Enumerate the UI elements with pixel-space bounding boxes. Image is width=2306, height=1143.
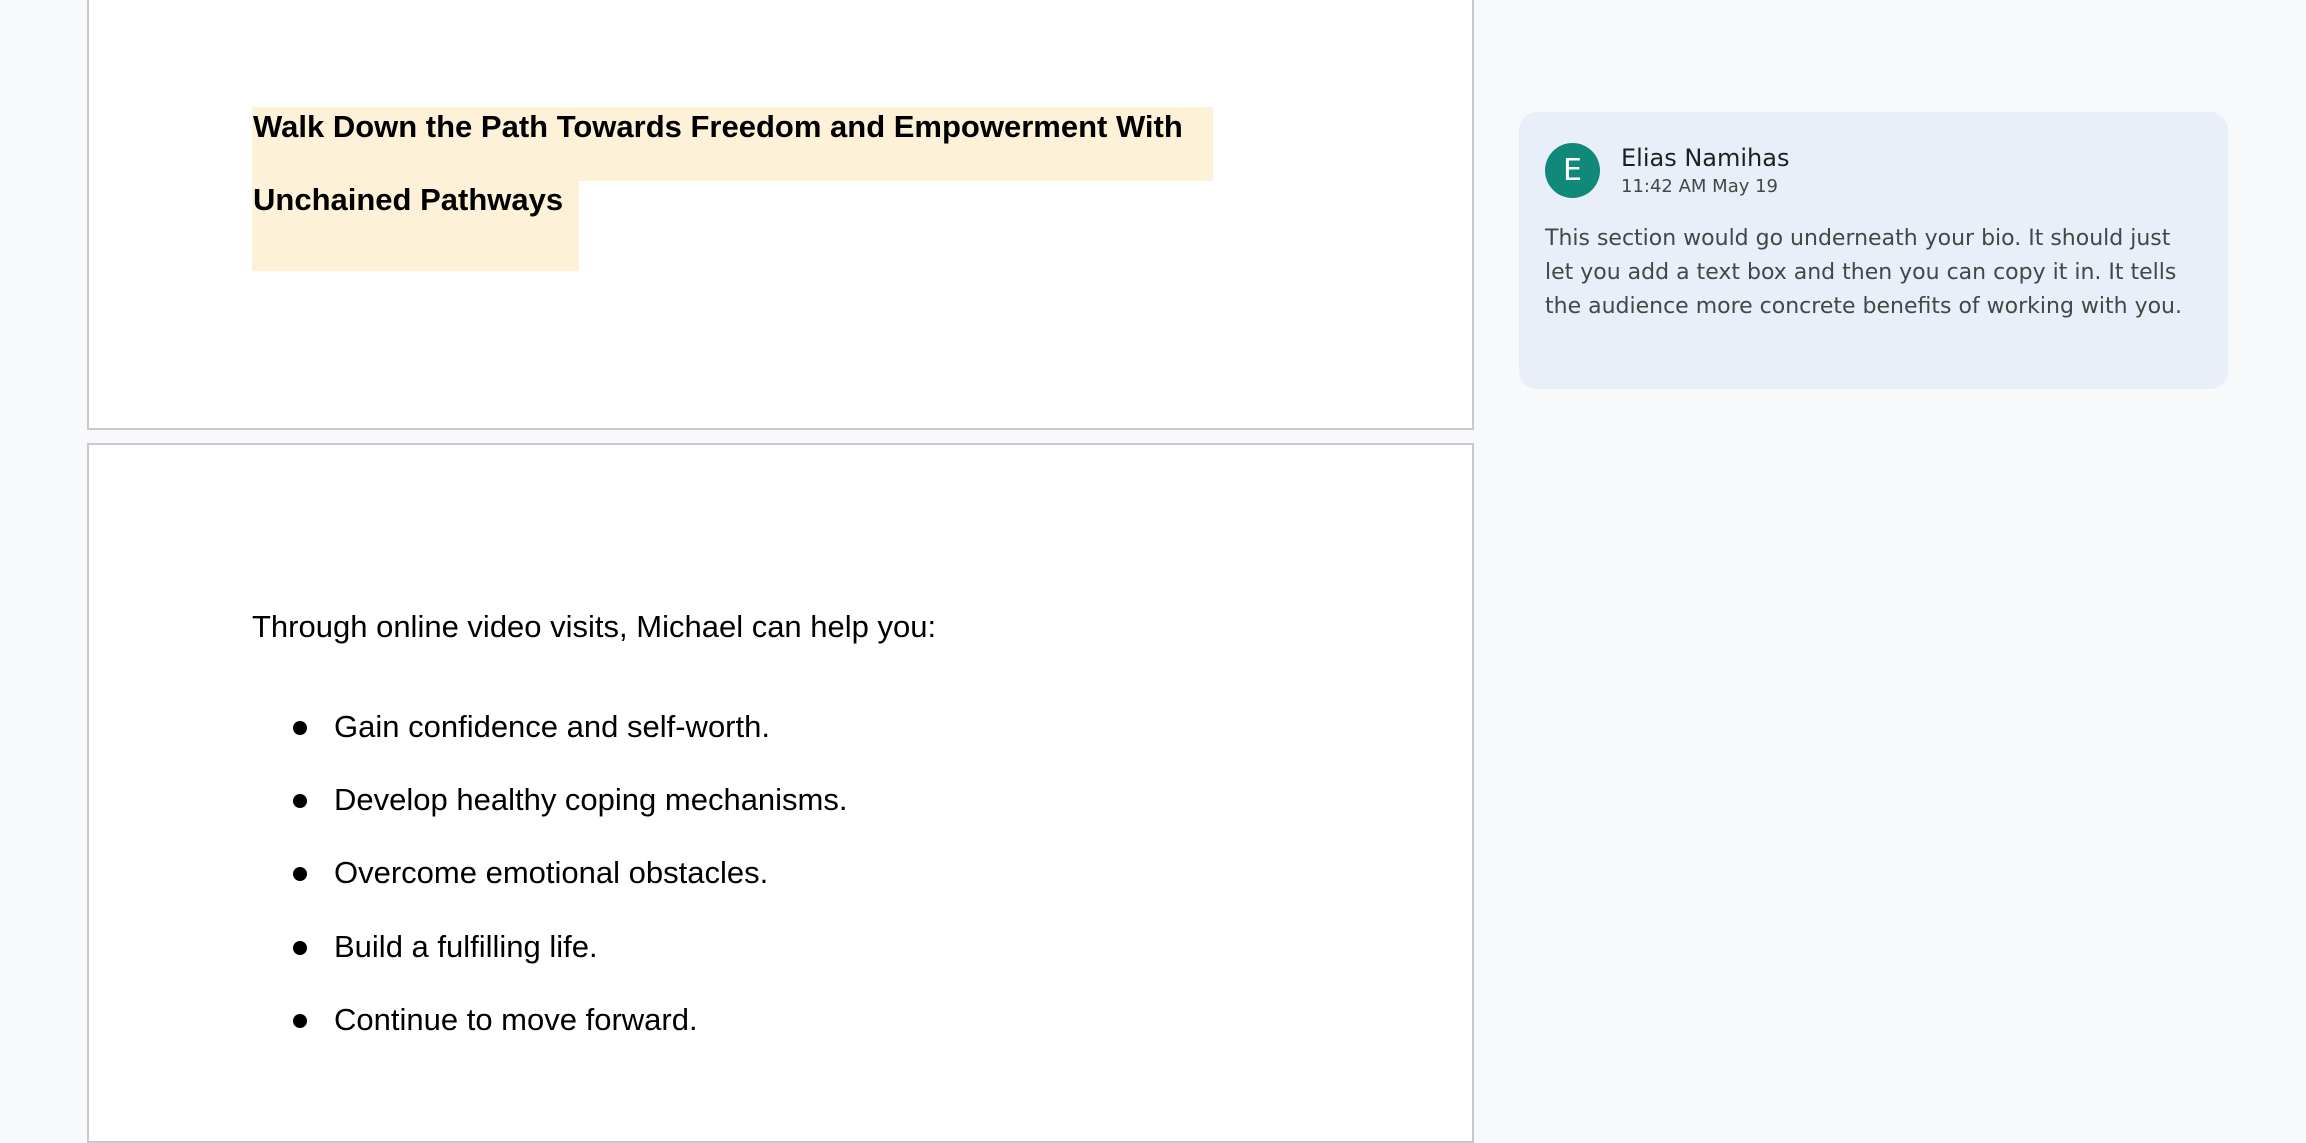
heading-line-1: Walk Down the Path Towards Freedom and Empowerment With	[253, 109, 1183, 144]
intro-paragraph: Through online video visits, Michael can help you:	[252, 609, 937, 644]
bullet-icon	[293, 867, 307, 881]
bullet-icon	[293, 941, 307, 955]
avatar[interactable]: E	[1545, 143, 1600, 198]
bullet-icon	[293, 794, 307, 808]
list-item-text: Build a fulfilling life.	[334, 929, 598, 964]
list-item-text: Gain confidence and self-worth.	[334, 709, 770, 744]
document-page-1	[87, 0, 1474, 430]
list-item-text: Overcome emotional obstacles.	[334, 855, 769, 890]
bullet-icon	[293, 1014, 307, 1028]
bullet-icon	[293, 721, 307, 735]
comment-text: This section would go underneath your bio. It should just let you add a text box and then you can copy it in. It tells the audience more concrete benefits of working with you.	[1545, 226, 2182, 319]
heading-line-2: Unchained Pathways	[253, 182, 564, 217]
comment-author: Elias Namihas	[1621, 144, 1790, 172]
comment-card[interactable]	[1519, 112, 2228, 389]
document-page-2	[87, 443, 1474, 1143]
comment-timestamp: 11:42 AM May 19	[1621, 176, 1778, 197]
list-item-text: Develop healthy coping mechanisms.	[334, 782, 848, 817]
list-item-text: Continue to move forward.	[334, 1002, 698, 1037]
